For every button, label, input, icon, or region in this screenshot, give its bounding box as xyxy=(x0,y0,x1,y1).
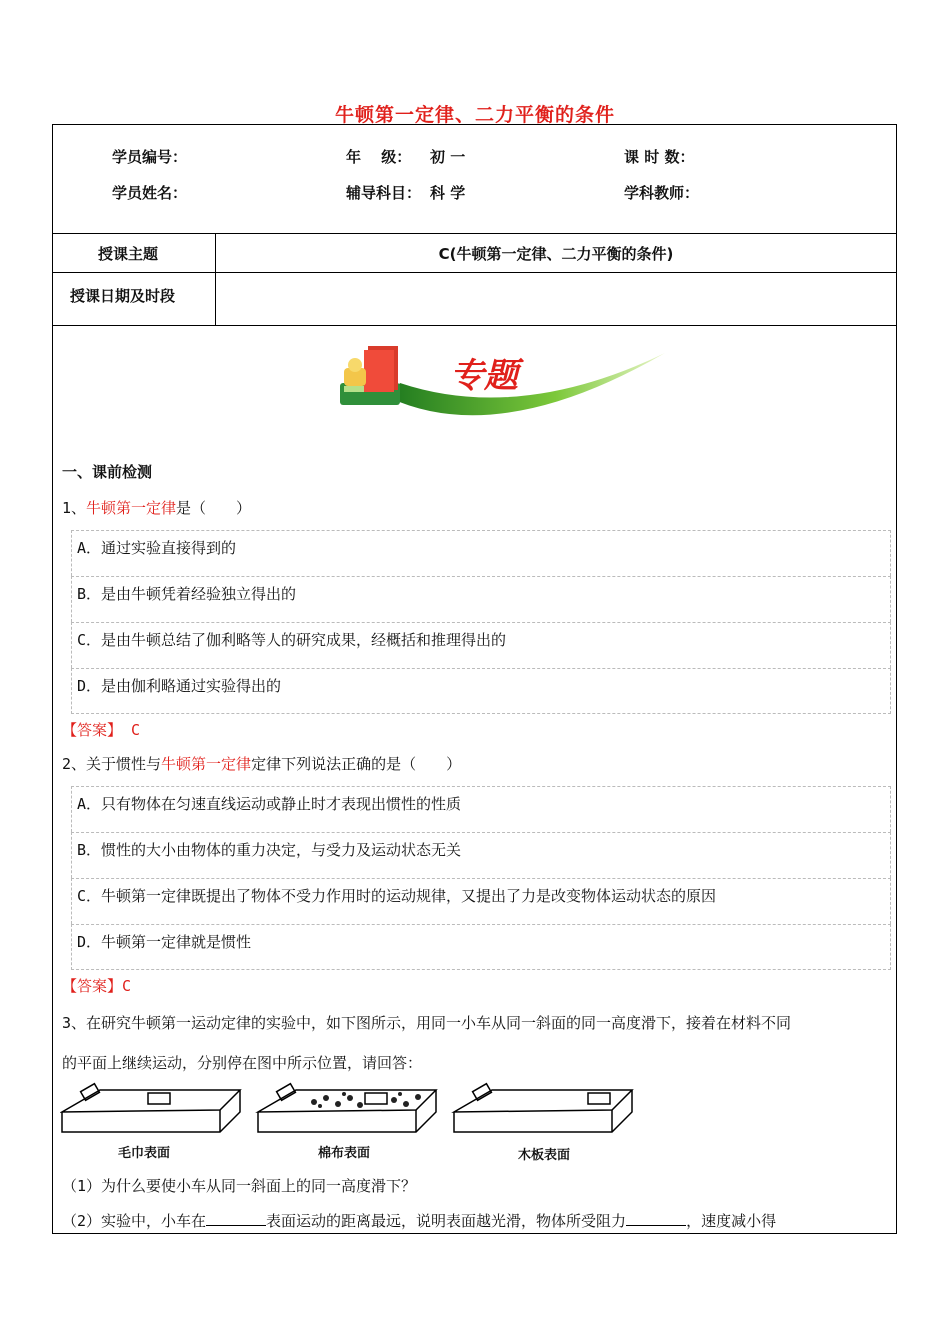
question-2 xyxy=(62,753,461,774)
figure-label: 木板表面 xyxy=(518,1148,571,1163)
sub-question-text: ，速度减小得 xyxy=(686,1212,777,1230)
option-d: D．牛顿第一定律就是惯性 xyxy=(71,924,891,970)
question-1 xyxy=(62,497,251,518)
divider xyxy=(52,325,897,326)
question-text: 定律下列说法正确的是（ ） xyxy=(251,755,462,773)
option-a: A．通过实验直接得到的 xyxy=(71,530,891,576)
sub-question-2 xyxy=(62,1210,776,1231)
sub-question-1: （1）为什么要使小车从同一斜面上的同一高度滑下？ xyxy=(62,1177,417,1195)
lessons-label: 课 时 数： xyxy=(624,148,695,166)
figure-label: 棉布表面 xyxy=(318,1146,371,1161)
sub-question-text: 表面运动的距离最远，说明表面越光滑，物体所受阻力 xyxy=(266,1212,627,1230)
option-b: B．是由牛顿凭着经验独立得出的 xyxy=(71,576,891,622)
topic-label: 授课主题 xyxy=(98,245,159,263)
topic-value: C(牛顿第一定律、二力平衡的条件) xyxy=(438,245,674,263)
subject-value: 科 学 xyxy=(430,184,466,202)
divider xyxy=(52,272,897,273)
answer: 【答案】C xyxy=(62,977,132,995)
page-title: 牛顿第一定律、二力平衡的条件 xyxy=(334,104,615,126)
figure-label: 毛巾表面 xyxy=(118,1146,171,1161)
experiment-figures xyxy=(60,1080,640,1170)
option-b: B．惯性的大小由物体的重力决定，与受力及运动状态无关 xyxy=(71,832,891,878)
question-3-line-1: 3、在研究牛顿第一运动定律的实验中，如下图所示，用同一小车从同一斜面的同一高度滑下，接着在材料不同 xyxy=(62,1014,792,1032)
date-label: 授课日期及时段 xyxy=(70,287,176,305)
topic-banner xyxy=(320,328,690,438)
divider xyxy=(52,233,897,234)
sub-question-text: （2）实验中，小车在 xyxy=(62,1212,207,1230)
teacher-label: 学科教师： xyxy=(624,184,700,202)
student-id-label: 学员编号： xyxy=(112,148,188,166)
question-number: 1、 xyxy=(62,499,87,517)
question-highlight: 牛顿第一定律 xyxy=(86,499,177,517)
grade-label: 年 级： xyxy=(346,148,412,166)
banner-text: 专题 xyxy=(450,356,518,396)
question-text: 是（ ） xyxy=(176,499,252,517)
question-3-line-2: 的平面上继续运动，分别停在图中所示位置，请回答： xyxy=(62,1054,423,1072)
answer-blank[interactable] xyxy=(206,1211,266,1226)
option-d: D．是由伽利略通过实验得出的 xyxy=(71,668,891,714)
section-heading: 一、课前检测 xyxy=(62,463,153,481)
option-c: C．是由牛顿总结了伽利略等人的研究成果，经概括和推理得出的 xyxy=(71,622,891,668)
option-a: A．只有物体在匀速直线运动或静止时才表现出惯性的性质 xyxy=(71,786,891,832)
subject-label: 辅导科目： xyxy=(346,184,422,202)
question-text: 2、关于惯性与 xyxy=(62,755,162,773)
answer-blank[interactable] xyxy=(626,1211,686,1226)
answer: 【答案】 C xyxy=(62,721,141,739)
question-highlight: 牛顿第一定律 xyxy=(161,755,252,773)
option-c: C．牛顿第一定律既提出了物体不受力作用时的运动规律，又提出了力是改变物体运动状态的原因 xyxy=(71,878,891,924)
grade-value: 初 一 xyxy=(430,148,466,166)
student-name-label: 学员姓名： xyxy=(112,184,188,202)
